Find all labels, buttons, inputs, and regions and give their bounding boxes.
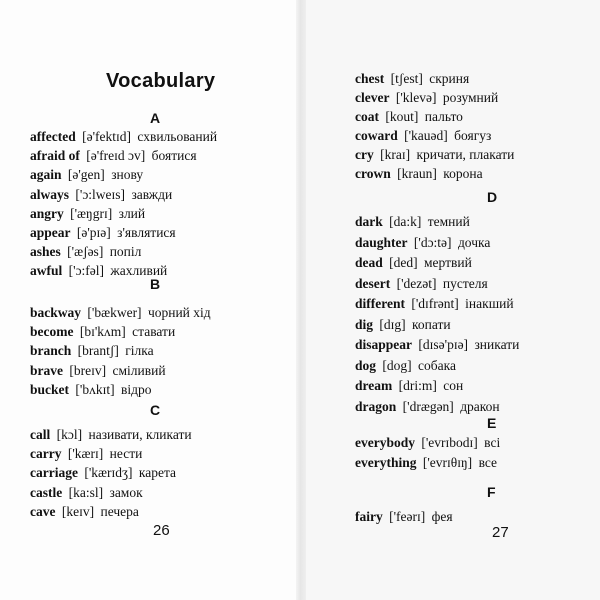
entry-translation: називати, кликати: [88, 427, 192, 442]
entry-word: crown: [355, 166, 391, 181]
entry-translation: гілка: [125, 343, 154, 359]
entry-translation: печера: [100, 503, 139, 519]
entry-word: call: [30, 427, 51, 442]
entry-transcription: [dɪg]: [379, 316, 406, 332]
entry-word: brave: [30, 362, 63, 378]
entry-transcription: ['kærɪdʒ]: [84, 465, 133, 481]
entry-word: carriage: [30, 465, 78, 481]
entry-word: dragon: [355, 398, 397, 414]
vocab-entry: [355, 377, 463, 395]
section-letter-a: A: [150, 110, 161, 126]
entry-translation: пустеля: [442, 275, 488, 291]
entry-word: bucket: [30, 381, 70, 397]
entry-translation: попіл: [109, 244, 142, 260]
entry-translation: з'являтися: [117, 225, 176, 240]
entry-transcription: [da:k]: [389, 214, 422, 229]
entry-translation: знову: [111, 167, 144, 183]
entry-translation: скриня: [429, 71, 470, 86]
entry-translation: фея: [431, 509, 453, 524]
entry-word: again: [30, 167, 62, 183]
entry-word: affected: [30, 129, 76, 144]
entry-transcription: ['bʌkɪt]: [75, 381, 115, 397]
vocab-entry: [30, 484, 143, 502]
entry-word: afraid of: [30, 148, 80, 164]
vocab-entry: [355, 254, 472, 272]
vocab-entry: [30, 224, 176, 242]
entry-word: everything: [355, 455, 417, 470]
entry-translation: боягуз: [454, 128, 492, 143]
entry-transcription: [breɪv]: [69, 362, 107, 378]
vocab-entry: [355, 434, 500, 452]
entry-translation: нести: [109, 446, 143, 462]
entry-word: awful: [30, 263, 63, 279]
entry-transcription: ['feərɪ]: [389, 509, 426, 524]
entry-transcription: ['æŋgrɪ]: [70, 205, 113, 221]
vocab-entry: [355, 70, 469, 88]
entry-word: coat: [355, 109, 379, 124]
entry-word: castle: [30, 484, 63, 500]
entry-transcription: [ə'gen]: [67, 167, 105, 183]
entry-transcription: [kraun]: [397, 166, 437, 181]
vocab-entry: [30, 445, 142, 463]
vocab-entry: [355, 127, 491, 145]
entry-word: backway: [30, 305, 82, 320]
vocab-entry: [30, 186, 172, 204]
entry-translation: чорний хід: [147, 305, 211, 320]
entry-transcription: [dog]: [382, 357, 412, 373]
book-gutter: [296, 0, 306, 600]
entry-translation: злий: [118, 205, 146, 221]
entry-word: cry: [355, 147, 374, 162]
vocab-entry: [30, 362, 166, 380]
vocab-entry: [355, 108, 463, 126]
vocab-entry: [355, 357, 456, 375]
entry-word: chest: [355, 71, 385, 86]
vocab-entry: [30, 426, 192, 444]
entry-translation: пальто: [424, 109, 463, 124]
vocab-entry: [355, 213, 470, 231]
page-number-left: 26: [153, 522, 170, 539]
entry-word: dark: [355, 214, 383, 229]
page-number-right: 27: [492, 524, 509, 541]
entry-translation: карета: [138, 465, 177, 481]
vocab-entry: [355, 336, 519, 354]
entry-transcription: [kraɪ]: [380, 147, 411, 162]
entry-word: ashes: [30, 244, 61, 260]
entry-word: dog: [355, 357, 377, 373]
entry-translation: боятися: [151, 148, 197, 164]
entry-transcription: [brantʃ]: [77, 343, 119, 359]
entry-transcription: ['dɔ:tə]: [413, 234, 452, 250]
entry-translation: зникати: [474, 337, 520, 352]
entry-transcription: ['æʃəs]: [67, 244, 104, 260]
entry-word: clever: [355, 90, 390, 105]
entry-transcription: ['ɔ:fəl]: [68, 263, 105, 279]
entry-transcription: [keɪv]: [61, 503, 95, 519]
vocab-entry: [30, 381, 151, 399]
entry-word: appear: [30, 225, 71, 240]
entry-word: different: [355, 296, 405, 311]
entry-translation: жахливий: [110, 263, 168, 279]
vocab-entry: [355, 165, 483, 183]
entry-word: desert: [355, 275, 391, 291]
entry-translation: все: [478, 455, 498, 470]
vocabulary-title: Vocabulary: [106, 70, 216, 92]
vocab-entry: [30, 342, 154, 360]
entry-transcription: ['evrɪbodɪ]: [421, 435, 478, 450]
entry-transcription: [dɪsə'pɪə]: [418, 337, 469, 352]
entry-translation: сон: [443, 378, 464, 393]
entry-translation: собака: [418, 357, 456, 373]
vocab-entry: [30, 243, 141, 261]
entry-word: cave: [30, 503, 56, 519]
vocab-entry: [30, 147, 197, 165]
entry-word: branch: [30, 343, 72, 359]
vocab-entry: [30, 464, 176, 482]
vocab-entry: [355, 146, 514, 164]
section-letter-b: B: [150, 276, 161, 292]
entry-transcription: ['bækwer]: [87, 305, 142, 320]
entry-transcription: [kɔl]: [56, 427, 83, 442]
vocab-entry: [30, 323, 175, 341]
entry-translation: завжди: [131, 186, 173, 202]
entry-word: angry: [30, 205, 64, 221]
entry-transcription: ['evrɪθɪŋ]: [422, 455, 473, 470]
entry-transcription: ['kauəd]: [404, 128, 448, 143]
vocab-entry: [355, 275, 488, 293]
entry-transcription: ['dezət]: [396, 275, 437, 291]
entry-word: daughter: [355, 234, 408, 250]
vocab-entry: [355, 454, 497, 472]
entry-word: coward: [355, 128, 398, 143]
section-letter-f: F: [487, 484, 496, 500]
entry-word: disappear: [355, 337, 413, 352]
vocab-entry: [355, 316, 451, 334]
entry-transcription: ['ɔ:lweɪs]: [75, 186, 126, 202]
section-letter-d: D: [487, 189, 498, 205]
vocab-entry: [30, 128, 217, 146]
vocab-entry: [355, 234, 490, 252]
entry-translation: ставати: [132, 324, 176, 340]
entry-translation: інакший: [465, 296, 514, 311]
entry-translation: всі: [484, 435, 501, 450]
entry-transcription: [ə'freɪd ɔv]: [86, 148, 146, 164]
entry-transcription: [ə'pɪə]: [76, 225, 111, 240]
entry-transcription: ['kærɪ]: [67, 446, 104, 462]
entry-translation: схвильований: [137, 129, 218, 144]
entry-word: dream: [355, 378, 393, 393]
entry-translation: копати: [412, 316, 451, 332]
entry-translation: дракон: [460, 398, 500, 414]
entry-transcription: [ka:sl]: [68, 484, 104, 500]
vocab-entry: [355, 508, 453, 526]
entry-translation: розумний: [442, 90, 499, 105]
entry-translation: відро: [120, 381, 152, 397]
entry-word: dig: [355, 316, 374, 332]
section-letter-e: E: [487, 415, 497, 431]
entry-transcription: [bɪ'kʌm]: [79, 324, 126, 340]
entry-transcription: [ded]: [389, 255, 418, 270]
vocab-entry: [30, 166, 143, 184]
entry-transcription: ['klevə]: [395, 90, 437, 105]
entry-word: become: [30, 324, 74, 340]
entry-transcription: ['drægən]: [402, 398, 454, 414]
vocab-entry: [355, 89, 498, 107]
entry-transcription: [kout]: [385, 109, 419, 124]
entry-translation: корона: [443, 166, 483, 181]
entry-word: always: [30, 186, 70, 202]
entry-word: carry: [30, 446, 62, 462]
entry-transcription: [ə'fektɪd]: [82, 129, 132, 144]
vocab-entry: [30, 205, 145, 223]
entry-translation: мертвий: [424, 255, 472, 270]
entry-word: dead: [355, 255, 383, 270]
vocab-entry: [355, 398, 500, 416]
entry-word: fairy: [355, 509, 383, 524]
entry-translation: замок: [109, 484, 143, 500]
entry-translation: сміливий: [112, 362, 166, 378]
vocab-entry: [30, 262, 167, 280]
vocab-entry: [355, 295, 514, 313]
entry-transcription: [dri:m]: [398, 378, 437, 393]
vocab-entry: [30, 304, 211, 322]
entry-translation: кричати, плакати: [416, 147, 515, 162]
entry-word: everybody: [355, 435, 415, 450]
entry-transcription: ['dɪfrənt]: [411, 296, 459, 311]
entry-transcription: [tʃest]: [390, 71, 423, 86]
vocab-entry: [30, 503, 139, 521]
section-letter-c: C: [150, 402, 161, 418]
entry-translation: дочка: [457, 234, 491, 250]
entry-translation: темний: [427, 214, 470, 229]
